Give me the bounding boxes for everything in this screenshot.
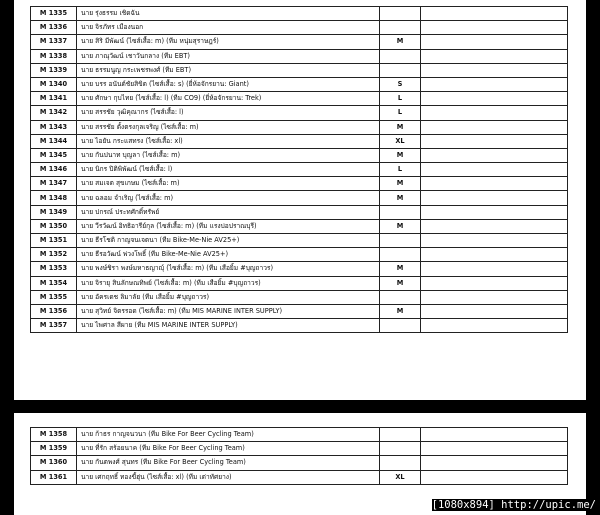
shirt-size bbox=[380, 442, 421, 456]
participant-name: นาย ไพศาล สีผาย (ทีม MIS MARINE INTER SUPPLY) bbox=[77, 319, 380, 333]
participant-code: M 1342 bbox=[31, 106, 77, 120]
shirt-size: L bbox=[380, 92, 421, 106]
participant-code: M 1347 bbox=[31, 177, 77, 191]
shirt-size: M bbox=[380, 120, 421, 134]
participant-code: M 1336 bbox=[31, 21, 77, 35]
note-cell bbox=[421, 219, 568, 233]
participant-name: นาย พงษ์ชิรา พงษ์มหาธญาญุ์ (ไซส์เสื้อ: m) (ทีม เสือยิ้ม #บุญถาวร) bbox=[77, 262, 380, 276]
participant-code: M 1337 bbox=[31, 35, 77, 49]
participant-name: นาย เศกฤทธิ์ ทองขี้ฮุ่น (ไซส์เสื้อ: xl) (ทีม เต่าทัศยาง) bbox=[77, 470, 380, 484]
table-row bbox=[31, 120, 568, 134]
participant-name: นาย วีรวัฒน์ อิทธิอารีย์กุล (ไซส์เสื้อ: m) (ทีม แรงบ่อปราณบุรี) bbox=[77, 219, 380, 233]
shirt-size bbox=[380, 428, 421, 442]
participant-name: นาย สุวิทย์ จิตรรอด (ไซส์เสื้อ: m) (ทีม MIS MARINE INTER SUPPLY) bbox=[77, 304, 380, 318]
shirt-size bbox=[380, 21, 421, 35]
shirt-size bbox=[380, 319, 421, 333]
participant-code: M 1351 bbox=[31, 234, 77, 248]
participant-name: นาย สรรชัย ตั้งตรงกุลเจริญ (ไซส์เสื้อ: m) bbox=[77, 120, 380, 134]
table-row bbox=[31, 21, 568, 35]
shirt-size bbox=[380, 7, 421, 21]
participant-name: นาย ภาณุวัฒน์ เชาวันกลาง (ทีม EBT) bbox=[77, 49, 380, 63]
participant-name: นาย จิรายุ สินลักษณทิพย์ (ไซส์เสื้อ: m) (ทีม เสือยิ้ม #บุญถาวร) bbox=[77, 276, 380, 290]
image-size-watermark: [1080x894] http://upic.me/ bbox=[431, 499, 596, 511]
participant-code: M 1344 bbox=[31, 134, 77, 148]
table-row bbox=[31, 262, 568, 276]
table-row bbox=[31, 177, 568, 191]
note-cell bbox=[421, 49, 568, 63]
table-row bbox=[31, 248, 568, 262]
shirt-size bbox=[380, 205, 421, 219]
table-row bbox=[31, 106, 568, 120]
table-row bbox=[31, 205, 568, 219]
participant-name: นาย สมเจต สุขเกษม (ไซส์เสื้อ: m) bbox=[77, 177, 380, 191]
note-cell bbox=[421, 21, 568, 35]
shirt-size: M bbox=[380, 219, 421, 233]
participant-code: M 1352 bbox=[31, 248, 77, 262]
table-row bbox=[31, 92, 568, 106]
participant-name: นาย นิกร ปิติพิพัฒน์ (ไซส์เสื้อ: l) bbox=[77, 163, 380, 177]
note-cell bbox=[421, 163, 568, 177]
shirt-size: M bbox=[380, 35, 421, 49]
shirt-size bbox=[380, 248, 421, 262]
participant-code: M 1339 bbox=[31, 63, 77, 77]
table-row bbox=[31, 276, 568, 290]
participant-code: M 1355 bbox=[31, 290, 77, 304]
registration-table-bottom bbox=[30, 427, 568, 485]
participant-name: นาย บรร อนันต์ชัยสิขิต (ไซส์เสื้อ: s) (ยี่ห้อจักรยาน: Giant) bbox=[77, 77, 380, 91]
participant-name: นาย กันปนาท บุญลา (ไซส์เสื้อ: m) bbox=[77, 148, 380, 162]
note-cell bbox=[421, 319, 568, 333]
participant-code: M 1338 bbox=[31, 49, 77, 63]
participant-name: นาย ไอยัน กระแสทรง (ไซส์เสื้อ: xl) bbox=[77, 134, 380, 148]
participant-code: M 1341 bbox=[31, 92, 77, 106]
participant-code: M 1357 bbox=[31, 319, 77, 333]
table-row bbox=[31, 290, 568, 304]
participant-code: M 1345 bbox=[31, 148, 77, 162]
participant-name: นาย ธรรมนูญ กระเพชรพงศ์ (ทีม EBT) bbox=[77, 63, 380, 77]
participant-code: M 1340 bbox=[31, 77, 77, 91]
table-row bbox=[31, 49, 568, 63]
participant-name: นาย จิรภัทร เมืองนอก bbox=[77, 21, 380, 35]
shirt-size: M bbox=[380, 276, 421, 290]
participant-name: นาย ธีรโชติ กาญจนเจตนา (ทีม Bike-Me-Nie AV25+) bbox=[77, 234, 380, 248]
participant-code: M 1349 bbox=[31, 205, 77, 219]
participant-name: นาย สรรชัย วุฒิคุณากร (ไซส์เสื้อ: l) bbox=[77, 106, 380, 120]
note-cell bbox=[421, 470, 568, 484]
shirt-size bbox=[380, 456, 421, 470]
note-cell bbox=[421, 120, 568, 134]
shirt-size: M bbox=[380, 177, 421, 191]
participant-code: M 1360 bbox=[31, 456, 77, 470]
shirt-size: XL bbox=[380, 134, 421, 148]
table-row bbox=[31, 63, 568, 77]
table-row bbox=[31, 304, 568, 318]
table-row bbox=[31, 35, 568, 49]
table-row bbox=[31, 428, 568, 442]
participant-code: M 1353 bbox=[31, 262, 77, 276]
document-page-top bbox=[14, 0, 586, 400]
note-cell bbox=[421, 262, 568, 276]
table-row bbox=[31, 234, 568, 248]
note-cell bbox=[421, 63, 568, 77]
shirt-size bbox=[380, 234, 421, 248]
participant-name: นาย อัครเดช ลิมาลัย (ทีม เสือยิ้ม #บุญถาวร) bbox=[77, 290, 380, 304]
participant-name: นาย ฉลอม จำเริญ (ไซส์เสื้อ: m) bbox=[77, 191, 380, 205]
table-row bbox=[31, 219, 568, 233]
registration-table-top bbox=[30, 6, 568, 333]
participant-code: M 1358 bbox=[31, 428, 77, 442]
table-row bbox=[31, 442, 568, 456]
note-cell bbox=[421, 134, 568, 148]
shirt-size bbox=[380, 63, 421, 77]
note-cell bbox=[421, 148, 568, 162]
participant-name: นาย รุ่งธรรม เชิดฉัน bbox=[77, 7, 380, 21]
shirt-size: L bbox=[380, 163, 421, 177]
table-row bbox=[31, 163, 568, 177]
note-cell bbox=[421, 191, 568, 205]
participant-code: M 1356 bbox=[31, 304, 77, 318]
participant-code: M 1350 bbox=[31, 219, 77, 233]
note-cell bbox=[421, 428, 568, 442]
shirt-size: M bbox=[380, 304, 421, 318]
table-row bbox=[31, 7, 568, 21]
note-cell bbox=[421, 276, 568, 290]
shirt-size: S bbox=[380, 77, 421, 91]
participant-name: นาย ปกรณ์ ประทศักดิ์ทรัพย์ bbox=[77, 205, 380, 219]
participant-code: M 1348 bbox=[31, 191, 77, 205]
note-cell bbox=[421, 106, 568, 120]
note-cell bbox=[421, 35, 568, 49]
shirt-size: M bbox=[380, 191, 421, 205]
participant-code: M 1359 bbox=[31, 442, 77, 456]
note-cell bbox=[421, 234, 568, 248]
participant-code: M 1343 bbox=[31, 120, 77, 134]
participant-name: นาย กันตพงศ์ สุนทร (ทีม Bike For Beer Cycling Team) bbox=[77, 456, 380, 470]
note-cell bbox=[421, 77, 568, 91]
participant-code: M 1361 bbox=[31, 470, 77, 484]
note-cell bbox=[421, 290, 568, 304]
table-row bbox=[31, 470, 568, 484]
note-cell bbox=[421, 456, 568, 470]
participant-name: นาย สิริ มีพัฒน์ (ไซส์เสื้อ: m) (ทีม หนุ่มสุราษฎร์) bbox=[77, 35, 380, 49]
shirt-size: XL bbox=[380, 470, 421, 484]
participant-name: นาย ศักษา กุบไทย (ไซส์เสื้อ: l) (ทีม CO9) (ยี่ห้อจักรยาน: Trek) bbox=[77, 92, 380, 106]
table-row bbox=[31, 191, 568, 205]
note-cell bbox=[421, 248, 568, 262]
table-row bbox=[31, 456, 568, 470]
participant-code: M 1335 bbox=[31, 7, 77, 21]
shirt-size: L bbox=[380, 106, 421, 120]
table-row bbox=[31, 319, 568, 333]
note-cell bbox=[421, 7, 568, 21]
participant-code: M 1346 bbox=[31, 163, 77, 177]
table-row bbox=[31, 77, 568, 91]
participant-name: นาย ธีรอวัฒน์ พ่วงโพธิ์ (ทีม Bike-Me-Nie AV25+) bbox=[77, 248, 380, 262]
note-cell bbox=[421, 205, 568, 219]
shirt-size bbox=[380, 49, 421, 63]
note-cell bbox=[421, 304, 568, 318]
shirt-size bbox=[380, 290, 421, 304]
note-cell bbox=[421, 442, 568, 456]
note-cell bbox=[421, 92, 568, 106]
table-row bbox=[31, 148, 568, 162]
note-cell bbox=[421, 177, 568, 191]
shirt-size: M bbox=[380, 262, 421, 276]
participant-name: นาย ก้าธร กาญจนวนา (ทีม Bike For Beer Cycling Team) bbox=[77, 428, 380, 442]
participant-name: นาย ที่รัก สร้อยนาค (ทีม Bike For Beer Cycling Team) bbox=[77, 442, 380, 456]
table-row bbox=[31, 134, 568, 148]
participant-code: M 1354 bbox=[31, 276, 77, 290]
shirt-size: M bbox=[380, 148, 421, 162]
